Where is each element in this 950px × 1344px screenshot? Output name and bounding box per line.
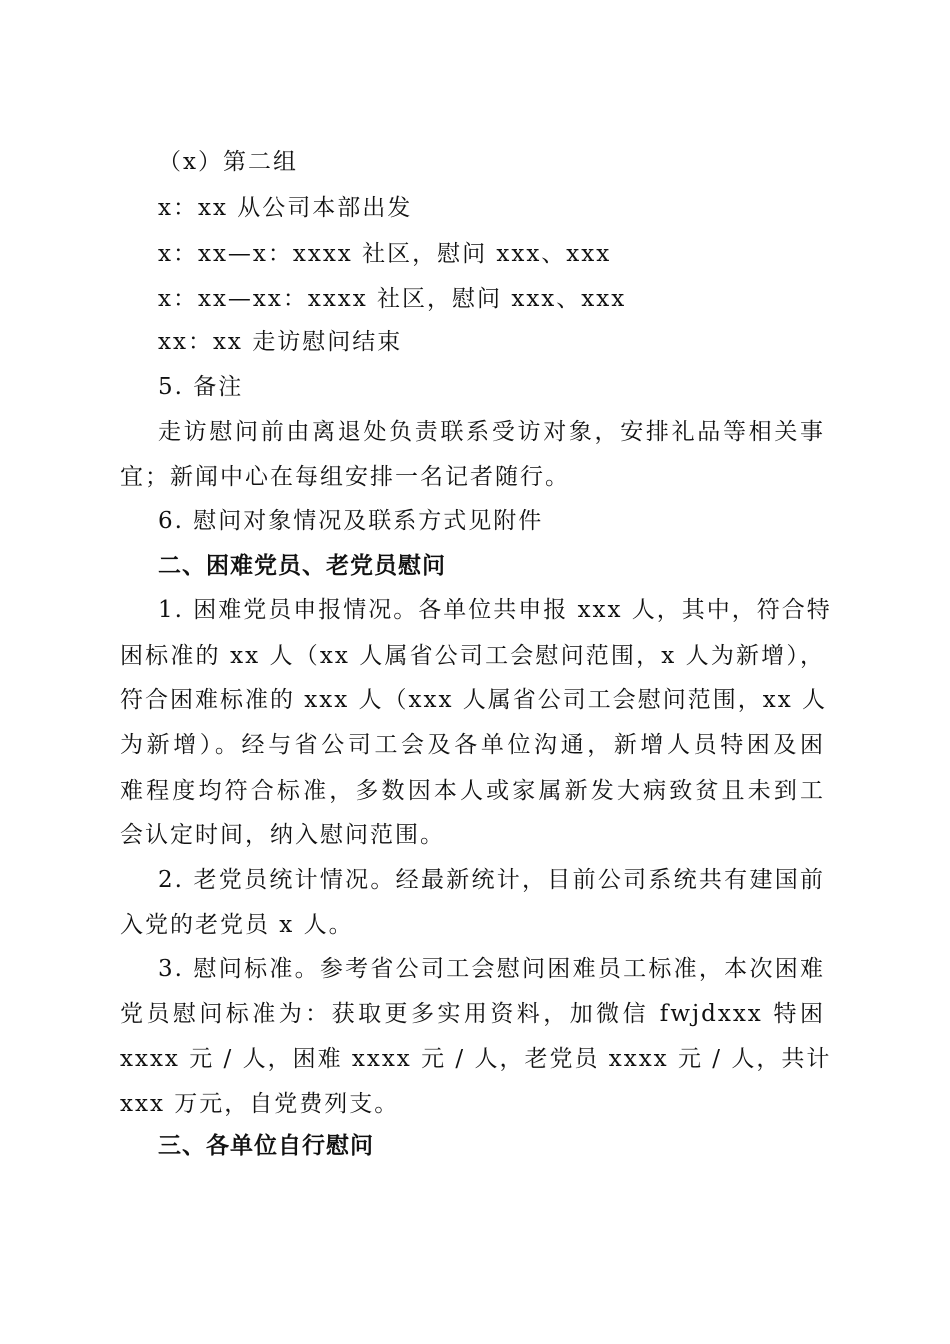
schedule-line-end: xx：xx 走访慰问结束 (158, 329, 403, 355)
paragraph-3-line-4: xxx 万元，自党费列支。 (120, 1091, 400, 1117)
remarks-heading: 5. 备注 (158, 374, 244, 400)
schedule-line-departure: x：xx 从公司本部出发 (158, 195, 413, 221)
schedule-line-first-visit: x：xx—x：xxxx 社区，慰问 xxx、xxx (158, 241, 612, 267)
paragraph-1-line-4: 为新增）。经与省公司工会及各单位沟通，新增人员特困及困 (120, 732, 825, 758)
schedule-line-second-visit: x：xx—xx：xxxx 社区，慰问 xxx、xxx (158, 286, 627, 312)
section-three-heading: 三、各单位自行慰问 (158, 1133, 374, 1159)
paragraph-1-line-5: 难程度均符合标准，多数因本人或家属新发大病致贫且未到工 (120, 778, 825, 804)
paragraph-1-line-2: 困标准的 xx 人（xx 人属省公司工会慰问范围，x 人为新增）， (120, 643, 825, 669)
section-two-heading: 二、困难党员、老党员慰问 (158, 553, 446, 579)
attachment-note: 6. 慰问对象情况及联系方式见附件 (158, 508, 544, 534)
remarks-text-line-1: 走访慰问前由离退处负责联系受访对象，安排礼品等相关事 (158, 419, 825, 445)
paragraph-2-line-1: 2. 老党员统计情况。经最新统计，目前公司系统共有建国前 (158, 867, 825, 893)
remarks-text-line-2: 宜；新闻中心在每组安排一名记者随行。 (120, 464, 570, 490)
paragraph-2-line-2: 入党的老党员 x 人。 (120, 912, 354, 938)
paragraph-3-line-3: xxxx 元 / 人，困难 xxxx 元 / 人，老党员 xxxx 元 / 人，共计 (120, 1046, 832, 1072)
paragraph-1-line-6: 会认定时间，纳入慰问范围。 (120, 822, 445, 848)
paragraph-3-line-1: 3. 慰问标准。参考省公司工会慰问困难员工标准，本次困难 (158, 956, 825, 982)
paragraph-3-line-2: 党员慰问标准为：获取更多实用资料，加微信 fwjdxxx 特困 (120, 1001, 825, 1027)
group-two-title: （x）第二组 (158, 149, 298, 175)
paragraph-1-line-1: 1. 困难党员申报情况。各单位共申报 xxx 人，其中，符合特 (158, 597, 832, 623)
paragraph-1-line-3: 符合困难标准的 xxx 人（xxx 人属省公司工会慰问范围，xx 人 (120, 687, 828, 713)
